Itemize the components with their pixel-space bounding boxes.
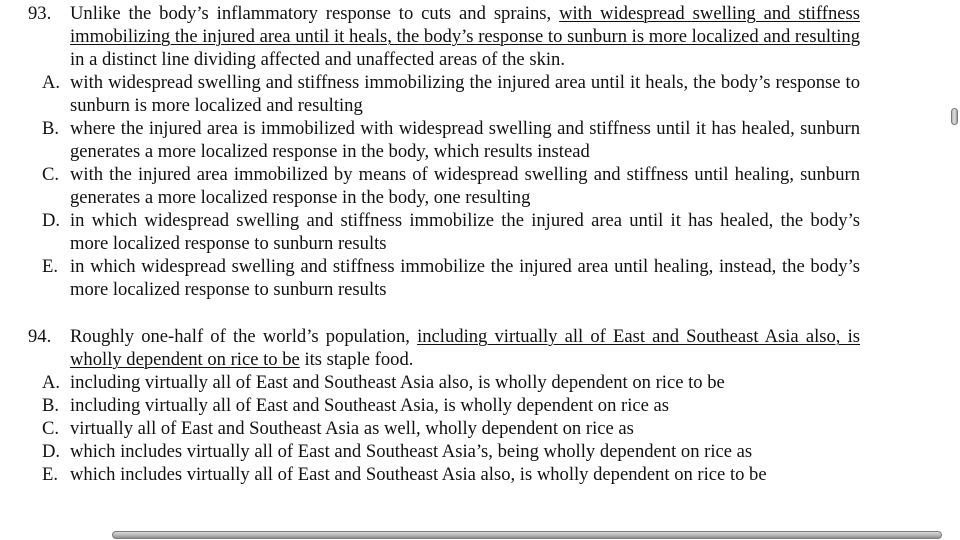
answer-option-a[interactable]	[0, 371, 860, 394]
question-93	[0, 2, 880, 301]
option-letter: D.	[42, 441, 61, 462]
answer-option-c[interactable]	[0, 163, 860, 209]
question-stem	[0, 325, 860, 371]
horizontal-scrollbar-thumb[interactable]	[112, 531, 942, 539]
answer-option-b[interactable]	[0, 394, 860, 417]
option-letter: B.	[42, 118, 60, 139]
stem-underlined-text: with widespread swelling and stiffness immobilizing the injured area until it heals, the body’s response to sunburn is more localized and resulting	[70, 3, 860, 47]
option-letter: C.	[42, 164, 60, 185]
option-text: including virtually all of East and Southeast Asia also, is wholly dependent on rice to be	[70, 372, 725, 393]
option-letter: A.	[42, 72, 61, 93]
answer-option-b[interactable]	[0, 117, 860, 163]
question-94	[0, 325, 880, 486]
stem-lead-text: Unlike the body’s inflammatory response to cuts and sprains,	[70, 3, 552, 24]
answer-option-e[interactable]	[0, 255, 860, 301]
option-letter: E.	[42, 256, 59, 277]
option-text: including virtually all of East and Southeast Asia, is wholly dependent on rice as	[70, 395, 670, 416]
answer-option-c[interactable]	[0, 417, 860, 440]
option-text: in which widespread swelling and stiffness immobilize the injured area until healing, instead, the body’s more localized response to sunburn results	[70, 256, 860, 300]
option-text: with widespread swelling and stiffness immobilizing the injured area until it heals, the body’s response to sunburn is more localized and resulting	[70, 72, 860, 116]
option-letter: D.	[42, 210, 61, 231]
stem-tail-text: its staple food.	[304, 349, 414, 370]
answer-option-e[interactable]	[0, 463, 860, 486]
stem-tail-text: in a distinct line dividing affected and unaffected areas of the skin.	[70, 49, 565, 70]
vertical-scrollbar-thumb[interactable]	[951, 108, 958, 125]
option-text: where the injured area is immobilized with widespread swelling and stiffness until it has healed, sunburn generates a more localized response in the body, which results instead	[70, 118, 860, 162]
option-text: which includes virtually all of East and Southeast Asia also, is wholly dependent on rice to be	[70, 464, 767, 485]
option-text: virtually all of East and Southeast Asia as well, wholly dependent on rice as	[70, 418, 634, 439]
option-letter: C.	[42, 418, 60, 439]
answer-option-d[interactable]	[0, 209, 860, 255]
stem-underlined-text: including virtually all of East and Southeast Asia also, is wholly dependent on rice to be	[70, 326, 860, 370]
option-text: which includes virtually all of East and Southeast Asia’s, being wholly dependent on rice as	[70, 441, 753, 462]
answer-option-d[interactable]	[0, 440, 860, 463]
option-text: in which widespread swelling and stiffness immobilize the injured area until it has healed, the body’s more localized response to sunburn results	[70, 210, 860, 254]
option-text: with the injured area immobilized by means of widespread swelling and stiffness until healing, sunburn generates a more localized response in the body, one resulting	[70, 164, 860, 208]
question-stem	[0, 2, 860, 71]
answer-option-a[interactable]	[0, 71, 860, 117]
option-letter: B.	[42, 395, 60, 416]
question-number: 94.	[28, 326, 52, 347]
option-letter: E.	[42, 464, 59, 485]
option-letter: A.	[42, 372, 61, 393]
stem-lead-text: Roughly one-half of the world’s population,	[70, 326, 410, 347]
question-number: 93.	[28, 3, 52, 24]
